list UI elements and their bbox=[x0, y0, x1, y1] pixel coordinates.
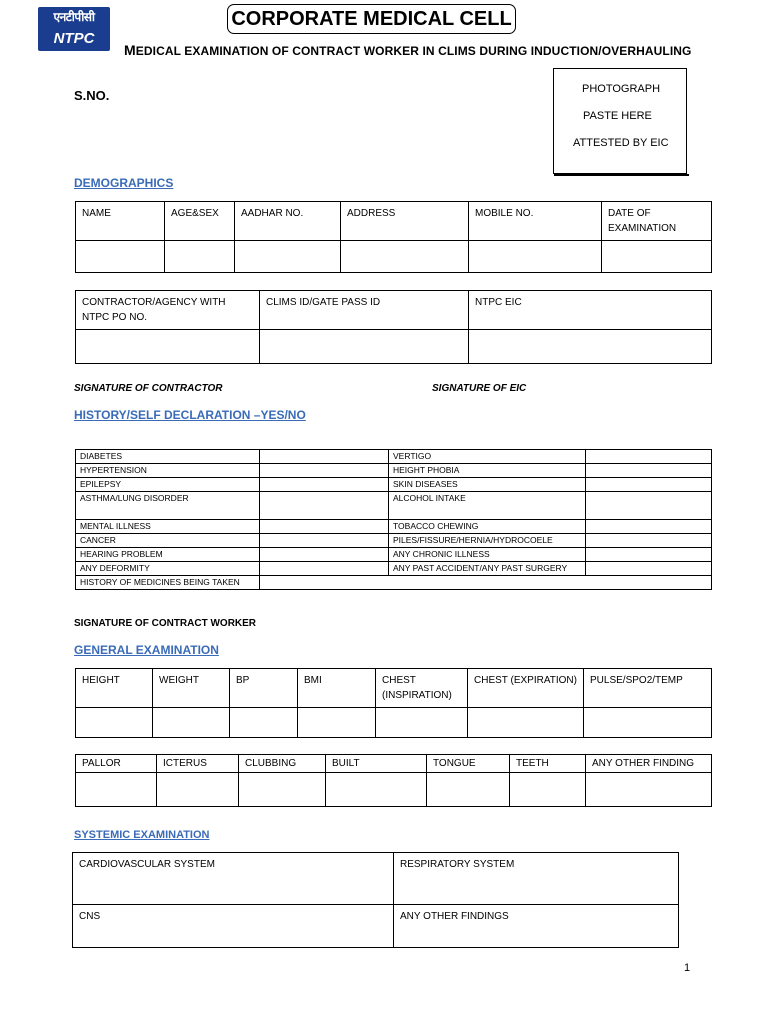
col-header-clims-id: CLIMS ID/GATE PASS ID bbox=[260, 291, 469, 330]
built-field[interactable] bbox=[326, 773, 427, 807]
history-item: PILES/FISSURE/HERNIA/HYDROCOELE bbox=[389, 534, 586, 548]
col-header-bp: BP bbox=[230, 669, 298, 708]
history-medicines-label: HISTORY OF MEDICINES BEING TAKEN bbox=[76, 576, 260, 590]
photo-line-1: PHOTOGRAPH bbox=[582, 83, 661, 95]
history-item: VERTIGO bbox=[389, 450, 586, 464]
demographics-heading: DEMOGRAPHICS bbox=[74, 176, 174, 190]
history-item: MENTAL ILLNESS bbox=[76, 520, 260, 534]
col-header-age-sex: AGE&SEX bbox=[165, 202, 235, 241]
history-item: HEIGHT PHOBIA bbox=[389, 464, 586, 478]
bmi-field[interactable] bbox=[298, 708, 376, 738]
age-sex-field[interactable] bbox=[165, 241, 235, 273]
worker-signature-label: SIGNATURE OF CONTRACT WORKER bbox=[74, 618, 257, 629]
history-item: ALCOHOL INTAKE bbox=[389, 492, 586, 520]
col-header-address: ADDRESS bbox=[341, 202, 469, 241]
history-answer[interactable] bbox=[260, 450, 389, 464]
col-header-pulse: PULSE/SPO2/TEMP bbox=[584, 669, 712, 708]
general-exam-table bbox=[75, 668, 712, 738]
other-findings-field[interactable]: ANY OTHER FINDINGS bbox=[394, 905, 679, 948]
history-answer[interactable] bbox=[586, 492, 712, 520]
page-title: CORPORATE MEDICAL CELL bbox=[227, 4, 516, 34]
cns-field[interactable]: CNS bbox=[73, 905, 394, 948]
history-answer[interactable] bbox=[260, 562, 389, 576]
clubbing-field[interactable] bbox=[239, 773, 326, 807]
col-header-weight: WEIGHT bbox=[153, 669, 230, 708]
history-medicines-field[interactable] bbox=[260, 576, 712, 590]
history-item: TOBACCO CHEWING bbox=[389, 520, 586, 534]
history-answer[interactable] bbox=[586, 534, 712, 548]
page-number: 1 bbox=[684, 962, 691, 974]
col-header-chest-expiration: CHEST (EXPIRATION) bbox=[468, 669, 584, 708]
history-item: ANY DEFORMITY bbox=[76, 562, 260, 576]
contractor-table bbox=[75, 290, 712, 364]
col-header-tongue: TONGUE bbox=[427, 755, 510, 773]
cardiovascular-field[interactable]: CARDIOVASCULAR SYSTEM bbox=[73, 853, 394, 905]
history-item: CANCER bbox=[76, 534, 260, 548]
history-item: HEARING PROBLEM bbox=[76, 548, 260, 562]
history-item: ANY PAST ACCIDENT/ANY PAST SURGERY bbox=[389, 562, 586, 576]
pallor-field[interactable] bbox=[76, 773, 157, 807]
tongue-field[interactable] bbox=[427, 773, 510, 807]
history-item: ANY CHRONIC ILLNESS bbox=[389, 548, 586, 562]
history-answer[interactable] bbox=[586, 562, 712, 576]
subtitle-rest: EDICAL EXAMINATION OF CONTRACT WORKER IN CLIMS DURING INDUCTION/OVERHAULING bbox=[135, 44, 692, 58]
general-exam-heading: GENERAL EXAMINATION bbox=[74, 643, 219, 657]
col-header-clubbing: CLUBBING bbox=[239, 755, 326, 773]
col-header-chest-inspiration: CHEST (INSPIRATION) bbox=[376, 669, 468, 708]
history-answer[interactable] bbox=[260, 520, 389, 534]
history-item: EPILEPSY bbox=[76, 478, 260, 492]
photo-line-3: ATTESTED BY EIC bbox=[573, 137, 669, 149]
photo-line-2: PASTE HERE bbox=[583, 110, 652, 122]
ntpc-eic-field[interactable] bbox=[469, 330, 712, 364]
history-item: HYPERTENSION bbox=[76, 464, 260, 478]
pulse-field[interactable] bbox=[584, 708, 712, 738]
demographics-table bbox=[75, 201, 712, 273]
physical-signs-table bbox=[75, 754, 712, 807]
col-header-bmi: BMI bbox=[298, 669, 376, 708]
weight-field[interactable] bbox=[153, 708, 230, 738]
chest-inspiration-field[interactable] bbox=[376, 708, 468, 738]
logo-hindi-text: एनटीपीसी bbox=[53, 10, 95, 24]
systemic-exam-table bbox=[72, 852, 679, 948]
chest-expiration-field[interactable] bbox=[468, 708, 584, 738]
history-answer[interactable] bbox=[586, 520, 712, 534]
col-header-date: DATE OF EXAMINATION bbox=[602, 202, 712, 241]
col-header-icterus: ICTERUS bbox=[157, 755, 239, 773]
bp-field[interactable] bbox=[230, 708, 298, 738]
col-header-other-finding: ANY OTHER FINDING bbox=[586, 755, 712, 773]
history-heading: HISTORY/SELF DECLARATION –YES/NO bbox=[74, 408, 306, 422]
clims-id-field[interactable] bbox=[260, 330, 469, 364]
teeth-field[interactable] bbox=[510, 773, 586, 807]
mobile-field[interactable] bbox=[469, 241, 602, 273]
history-table bbox=[75, 449, 712, 590]
other-finding-field[interactable] bbox=[586, 773, 712, 807]
history-answer[interactable] bbox=[586, 464, 712, 478]
exam-date-field[interactable] bbox=[602, 241, 712, 273]
contractor-signature-label: SIGNATURE OF CONTRACTOR bbox=[74, 383, 223, 394]
history-answer[interactable] bbox=[586, 548, 712, 562]
serial-number-label: S.NO. bbox=[74, 88, 110, 103]
logo-text: NTPC bbox=[53, 30, 95, 47]
history-answer[interactable] bbox=[586, 478, 712, 492]
respiratory-field[interactable]: RESPIRATORY SYSTEM bbox=[394, 853, 679, 905]
col-header-mobile: MOBILE NO. bbox=[469, 202, 602, 241]
col-header-aadhar: AADHAR NO. bbox=[235, 202, 341, 241]
history-item: DIABETES bbox=[76, 450, 260, 464]
col-header-contractor: CONTRACTOR/AGENCY WITH NTPC PO NO. bbox=[76, 291, 260, 330]
aadhar-field[interactable] bbox=[235, 241, 341, 273]
ntpc-logo bbox=[38, 7, 110, 51]
height-field[interactable] bbox=[76, 708, 153, 738]
form-subtitle bbox=[124, 42, 691, 58]
history-answer[interactable] bbox=[586, 450, 712, 464]
systemic-exam-heading: SYSTEMIC EXAMINATION bbox=[74, 829, 210, 841]
name-field[interactable] bbox=[76, 241, 165, 273]
col-header-height: HEIGHT bbox=[76, 669, 153, 708]
history-answer[interactable] bbox=[260, 534, 389, 548]
icterus-field[interactable] bbox=[157, 773, 239, 807]
history-answer[interactable] bbox=[260, 548, 389, 562]
history-answer[interactable] bbox=[260, 464, 389, 478]
subtitle-initial: M bbox=[124, 42, 136, 58]
history-item: SKIN DISEASES bbox=[389, 478, 586, 492]
history-answer[interactable] bbox=[260, 492, 389, 520]
col-header-teeth: TEETH bbox=[510, 755, 586, 773]
eic-signature-label: SIGNATURE OF EIC bbox=[432, 383, 527, 394]
photo-box bbox=[553, 68, 687, 174]
contractor-field[interactable] bbox=[76, 330, 260, 364]
address-field[interactable] bbox=[341, 241, 469, 273]
history-item: ASTHMA/LUNG DISORDER bbox=[76, 492, 260, 520]
col-header-name: NAME bbox=[76, 202, 165, 241]
col-header-built: BUILT bbox=[326, 755, 427, 773]
history-answer[interactable] bbox=[260, 478, 389, 492]
col-header-ntpc-eic: NTPC EIC bbox=[469, 291, 712, 330]
col-header-pallor: PALLOR bbox=[76, 755, 157, 773]
